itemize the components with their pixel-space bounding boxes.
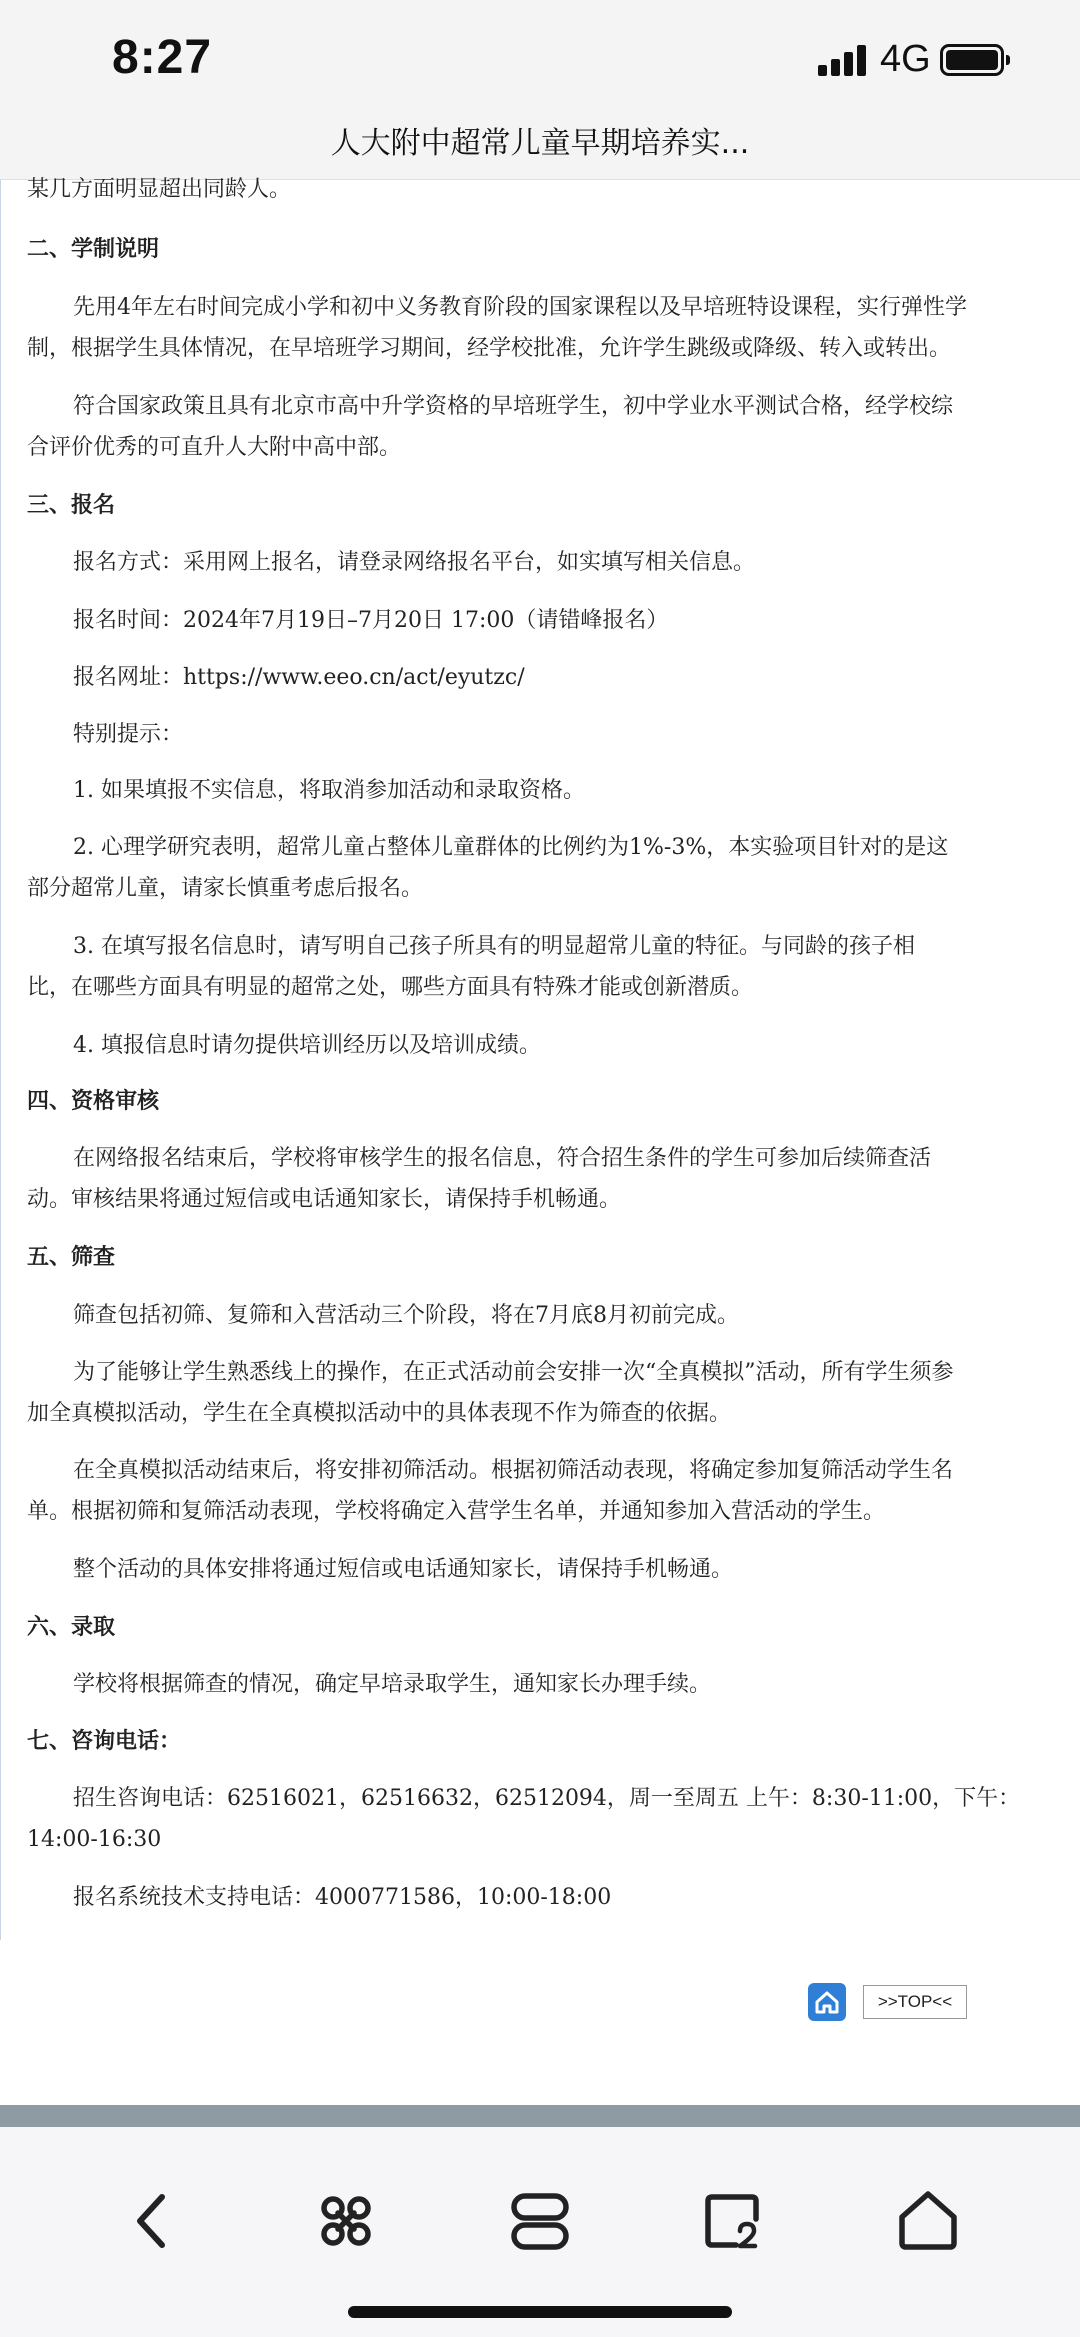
article-line: 加全真模拟活动，学生在全真模拟活动中的具体表现不作为筛查的依据。	[27, 1401, 732, 1426]
article-line: 2. 心理学研究表明，超常儿童占整体儿童群体的比例约为1%-3%，本实验项目针对的是这	[73, 835, 949, 860]
article-line: 1. 如果填报不实信息，将取消参加活动和录取资格。	[73, 778, 585, 803]
article-line: 报名方式：采用网上报名，请登录网络报名平台，如实填写相关信息。	[73, 550, 756, 575]
article-body	[0, 177, 1021, 1940]
page-bottom-band	[0, 2105, 1080, 2127]
article-line: 部分超常儿童，请家长慎重考虑后报名。	[27, 876, 424, 901]
article-line: 学校将根据筛查的情况，确定早培录取学生，通知家长办理手续。	[73, 1672, 712, 1697]
article-line: 先用4年左右时间完成小学和初中义务教育阶段的国家课程以及早培班特设课程，实行弹性学	[73, 295, 968, 320]
article-line: 14:00-16:30	[27, 1827, 162, 1852]
signal-strength-icon	[818, 44, 870, 76]
article-line: 制，根据学生具体情况，在早培班学习期间，经学校批准，允许学生跳级或降级、转入或转出。	[27, 336, 952, 361]
section-heading: 六、录取	[27, 1615, 116, 1640]
command-button[interactable]	[306, 2181, 386, 2261]
article-line: 比，在哪些方面具有明显的超常之处，哪些方面具有特殊才能或创新潜质。	[27, 975, 754, 1000]
article-line: 3. 在填写报名信息时，请写明自己孩子所具有的明显超常儿童的特征。与同龄的孩子相	[73, 934, 915, 959]
home-button[interactable]	[808, 1983, 846, 2021]
command-icon	[306, 2181, 386, 2261]
home-icon	[808, 1983, 846, 2021]
home-indicator[interactable]	[348, 2306, 732, 2318]
article-line: 在全真模拟活动结束后，将安排初筛活动。根据初筛活动表现，将确定参加复筛活动学生名	[73, 1458, 954, 1483]
article-line: 报名时间：2024年7月19日–7月20日 17:00（请错峰报名）	[73, 608, 669, 633]
browser-home-button[interactable]	[888, 2181, 968, 2261]
article-line: 单。根据初筛和复筛活动表现，学校将确定入营学生名单，并通知参加入营活动的学生。	[27, 1499, 886, 1524]
article-line: 整个活动的具体安排将通过短信或电话通知家长，请保持手机畅通。	[73, 1557, 734, 1582]
article-line: 报名网址：https://www.eeo.cn/act/eyutzc/	[73, 665, 525, 690]
browser-toolbar	[0, 2127, 1080, 2337]
article-line: 特别提示：	[73, 722, 184, 747]
article-line: 为了能够让学生熟悉线上的操作，在正式活动前会安排一次“全真模拟”活动，所有学生须参	[73, 1360, 954, 1385]
windows-button[interactable]	[694, 2181, 774, 2261]
tabs-button[interactable]	[500, 2181, 580, 2261]
battery-icon	[940, 44, 1004, 76]
article-line: 动。审核结果将通过短信或电话通知家长，请保持手机畅通。	[27, 1187, 622, 1212]
article-line: 报名系统技术支持电话：4000771586，10:00-18:00	[73, 1885, 612, 1910]
section-heading: 五、筛查	[27, 1245, 116, 1270]
windows-icon	[694, 2181, 774, 2261]
back-icon	[112, 2181, 192, 2261]
browser-home-icon	[888, 2181, 968, 2261]
article-line: 招生咨询电话：62516021，62516632，62512094，周一至周五 上午：8:30-11:00，下午：	[73, 1786, 1021, 1811]
network-type: 4G	[880, 38, 931, 80]
page-title[interactable]: 人大附中超常儿童早期培养实...	[330, 126, 750, 161]
tabs-icon	[500, 2181, 580, 2261]
section-heading: 四、资格审核	[27, 1089, 160, 1114]
article-line: 筛查包括初筛、复筛和入营活动三个阶段，将在7月底8月初前完成。	[73, 1303, 739, 1328]
section-heading: 二、学制说明	[27, 237, 160, 262]
back-button[interactable]	[112, 2181, 192, 2261]
section-heading: 七、咨询电话：	[27, 1729, 182, 1754]
article-line: 某几方面明显超出同龄人。	[27, 177, 292, 202]
article-line: 4. 填报信息时请勿提供培训经历以及培训成绩。	[73, 1033, 541, 1058]
section-heading: 三、报名	[27, 493, 116, 518]
status-time: 8:27	[112, 31, 213, 84]
back-to-top-button[interactable]: >>TOP<<	[863, 1985, 967, 2019]
article-line: 在网络报名结束后，学校将审核学生的报名信息，符合招生条件的学生可参加后续筛查活	[73, 1146, 932, 1171]
article-line: 符合国家政策且具有北京市高中升学资格的早培班学生，初中学业水平测试合格，经学校综	[73, 394, 954, 419]
article-line: 合评价优秀的可直升人大附中高中部。	[27, 435, 402, 460]
status-bar	[0, 0, 1080, 110]
